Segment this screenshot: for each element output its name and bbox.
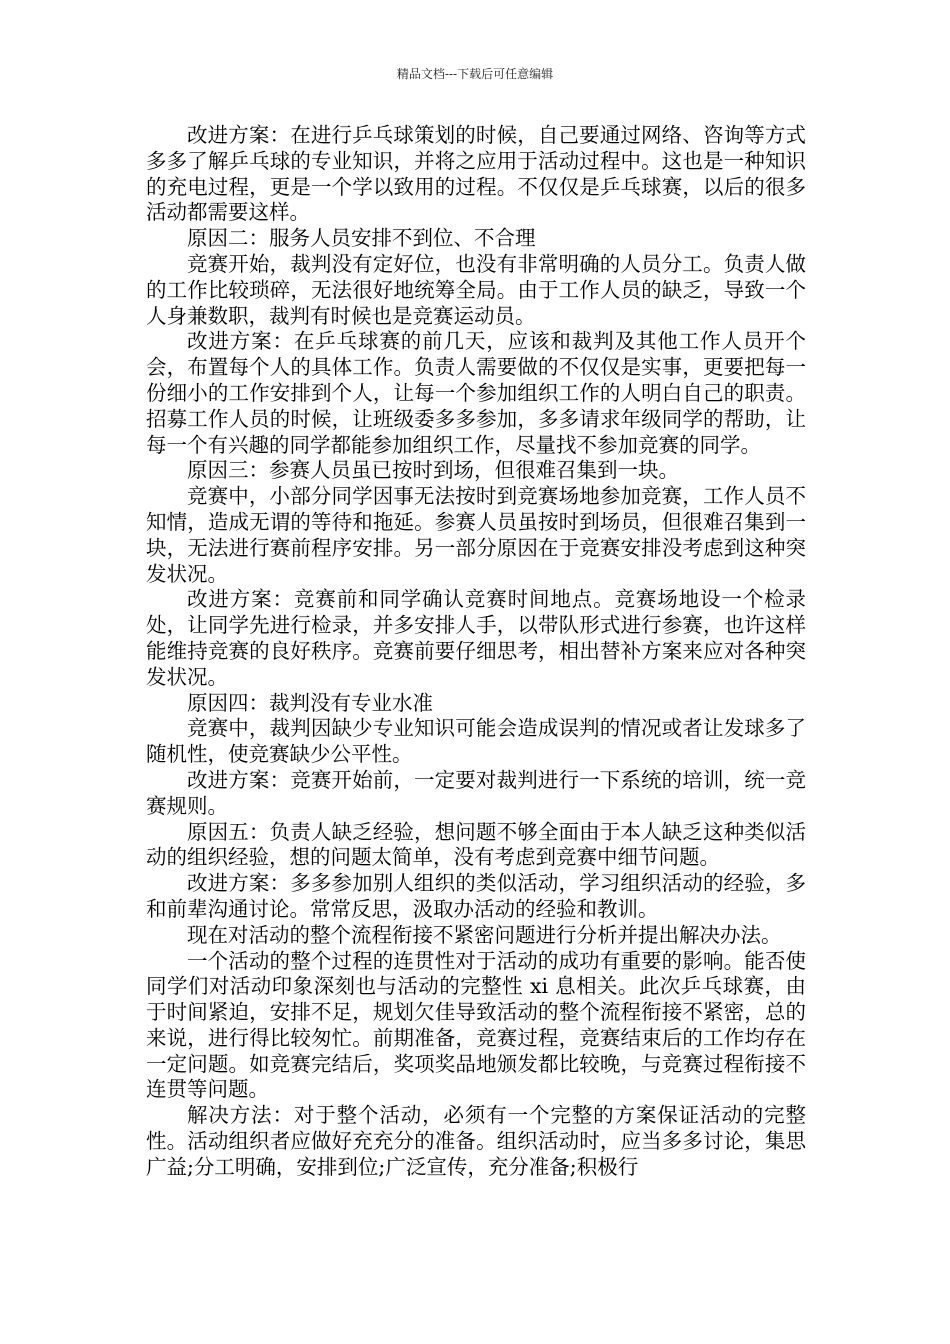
paragraph-process-intro: 现在对活动的整个流程衔接不紧密问题进行分析并提出解决办法。 (187, 922, 782, 947)
heading-reason-3: 原因三：参赛人员虽已按时到场，但很难召集到一块。 (187, 458, 679, 483)
heading-reason-4: 原因四：裁判没有专业水准 (187, 690, 433, 715)
paragraph-reason-3-detail: 竞赛中，小部分同学因事无法按时到竞赛场地参加竞赛，工作人员不知情，造成无谓的等待和拖延。参赛人员虽按时到场员，但很难召集到一块，无法进行赛前程序安排。另一部分原因在于竞赛安排没考虑到这种突发状况。 (146, 484, 806, 586)
paragraph-improvement-5: 改进方案：多多参加别人组织的类似活动，学习组织活动的经验，多和前辈沟通讨论。常常反思，汲取办活动的经验和教训。 (146, 871, 806, 921)
paragraph-improvement-1: 改进方案：在进行乒乓球策划的时候，自己要通过网络、咨询等方式多多了解乒乓球的专业知识，并将之应用于活动过程中。这也是一种知识的充电过程，更是一个学以致用的过程。不仅仅是乒乓球赛，以后的很多活动都需要这样。 (146, 123, 806, 225)
document-body (146, 123, 806, 1181)
paragraph-improvement-3: 改进方案：竞赛前和同学确认竞赛时间地点。竞赛场地设一个检录处，让同学先进行检录，并多安排人手，以带队形式进行参赛，也许这样能维持竞赛的良好秩序。竞赛前要仔细思考，相出替补方案来应对各种突发状况。 (146, 587, 806, 689)
paragraph-reason-4-detail: 竞赛中，裁判因缺少专业知识可能会造成误判的情况或者让发球多了随机性，使竞赛缺少公平性。 (146, 716, 806, 767)
paragraph-reason-5: 原因五：负责人缺乏经验，想问题不够全面由于本人缺乏这种类似活动的组织经验，想的问题太简单，没有考虑到竞赛中细节问题。 (146, 819, 806, 870)
heading-reason-2: 原因二：服务人员安排不到位、不合理 (187, 226, 536, 251)
paragraph-improvement-2: 改进方案：在乒乓球赛的前几天，应该和裁判及其他工作人员开个会，布置每个人的具体工作。负责人需要做的不仅仅是实事，更要把每一份细小的工作安排到个人，让每一个参加组织工作的人明白自己的职责。招募工作人员的时候，让班级委多多参加，多多请求年级同学的帮助，让每一个有兴趣的同学都能参加组织工作，尽量找不参加竞赛的同学。 (146, 329, 806, 457)
page-header: 精品文档---下载后可任意编辑 (396, 67, 554, 81)
paragraph-improvement-4: 改进方案：竞赛开始前，一定要对裁判进行一下系统的培训，统一竞赛规则。 (146, 767, 806, 818)
paragraph-reason-2-detail: 竞赛开始，裁判没有定好位，也没有非常明确的人员分工。负责人做的工作比较琐碎，无法很好地统筹全局。由于工作人员的缺乏，导致一个人身兼数职，裁判有时候也是竞赛运动员。 (146, 251, 806, 328)
paragraph-solution: 解决方法：对于整个活动，必须有一个完整的方案保证活动的完整性。活动组织者应做好充充分的准备。组织活动时，应当多多讨论，集思广益;分工明确，安排到位;广泛宣传，充分准备;积极行 (146, 1103, 806, 1179)
paragraph-process-analysis: 一个活动的整个过程的连贯性对于活动的成功有重要的影响。能否使同学们对活动印象深刻也与活动的完整性 xi 息相关。此次乒乓球赛，由于时间紧迫，安排不足，规划欠佳导致活动的整个流程衔接不紧密，总的来说，进行得比较匆忙。前期准备，竞赛过程，竞赛结束后的工作均存在一定问题。如竞赛完结后，奖项奖品地颁发都比较晚，与竞赛过程衔接不连贯等问题。 (146, 948, 806, 1102)
